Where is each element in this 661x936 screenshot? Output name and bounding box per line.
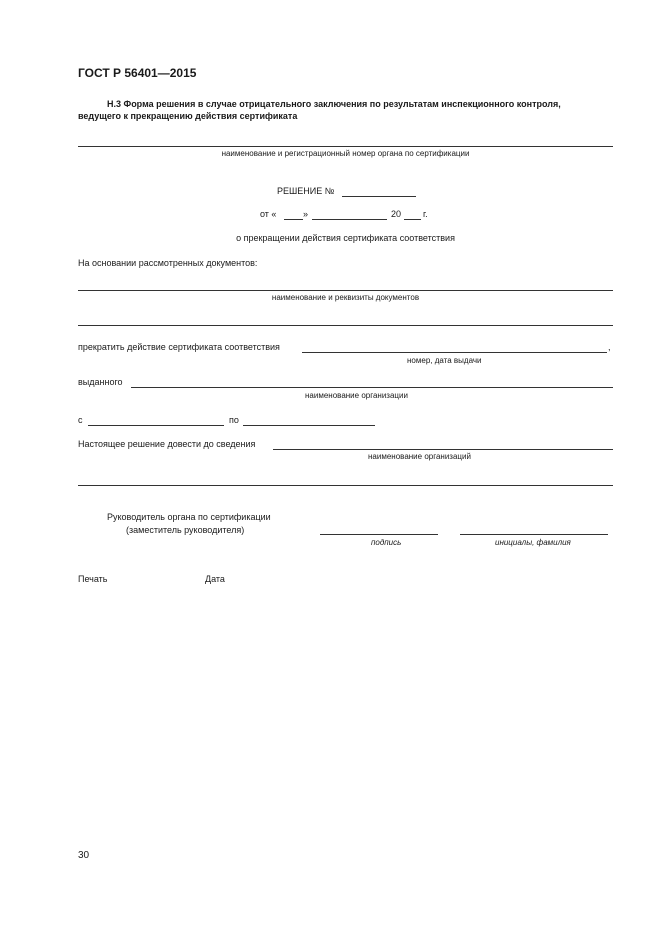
- standard-header: ГОСТ Р 56401—2015: [78, 66, 197, 80]
- documents-field-line-1[interactable]: [78, 290, 613, 291]
- to-label: по: [229, 415, 239, 425]
- notify-organizations-field[interactable]: [273, 449, 613, 450]
- date-month-field[interactable]: [312, 219, 387, 220]
- issued-label: выданного: [78, 377, 123, 387]
- date-label: Дата: [205, 574, 225, 584]
- period-to-field[interactable]: [243, 425, 375, 426]
- certificate-number-field[interactable]: [302, 352, 607, 353]
- head-title-line2: (заместитель руководителя): [126, 525, 245, 535]
- terminate-comma: ,: [608, 342, 611, 352]
- signature-caption: подпись: [371, 538, 402, 547]
- decision-subject: о прекращении действия сертификата соответствия: [236, 233, 455, 243]
- head-title-line1: Руководитель органа по сертификации: [107, 512, 271, 522]
- documents-field-line-2[interactable]: [78, 325, 613, 326]
- date-year-prefix: 20: [391, 209, 402, 219]
- signature-field[interactable]: [320, 534, 438, 535]
- org-field-line[interactable]: [78, 146, 613, 147]
- section-title-line2: ведущего к прекращению действия сертификата: [78, 111, 298, 121]
- issued-organization-field[interactable]: [131, 387, 613, 388]
- notify-organizations-field-2[interactable]: [78, 485, 613, 486]
- issued-caption: наименование организации: [305, 391, 408, 400]
- date-from-label: от «: [260, 209, 277, 219]
- from-label: с: [78, 415, 83, 425]
- basis-label: На основании рассмотренных документов:: [78, 258, 258, 268]
- stamp-label: Печать: [78, 574, 108, 584]
- terminate-label: прекратить действие сертификата соответствия: [78, 342, 280, 352]
- page-number: 30: [78, 850, 90, 861]
- decision-label: РЕШЕНИЕ №: [277, 186, 335, 196]
- date-day-field[interactable]: [284, 219, 303, 220]
- name-field[interactable]: [460, 534, 608, 535]
- section-title-line1: Н.3 Форма решения в случае отрицательного заключения по результатам инспекционного контроля,: [107, 99, 561, 109]
- date-year-suffix: г.: [423, 209, 428, 219]
- notify-caption: наименование организаций: [368, 452, 471, 461]
- decision-number-field[interactable]: [342, 196, 416, 197]
- date-quote-close: »: [303, 209, 309, 219]
- notify-label: Настоящее решение довести до сведения: [78, 439, 256, 449]
- date-year-field[interactable]: [404, 219, 421, 220]
- org-caption: наименование и регистрационный номер органа по сертификации: [221, 149, 470, 158]
- number-caption: номер, дата выдачи: [407, 356, 482, 365]
- period-from-field[interactable]: [88, 425, 224, 426]
- documents-caption: наименование и реквизиты документов: [271, 293, 420, 302]
- name-caption: инициалы, фамилия: [495, 538, 571, 547]
